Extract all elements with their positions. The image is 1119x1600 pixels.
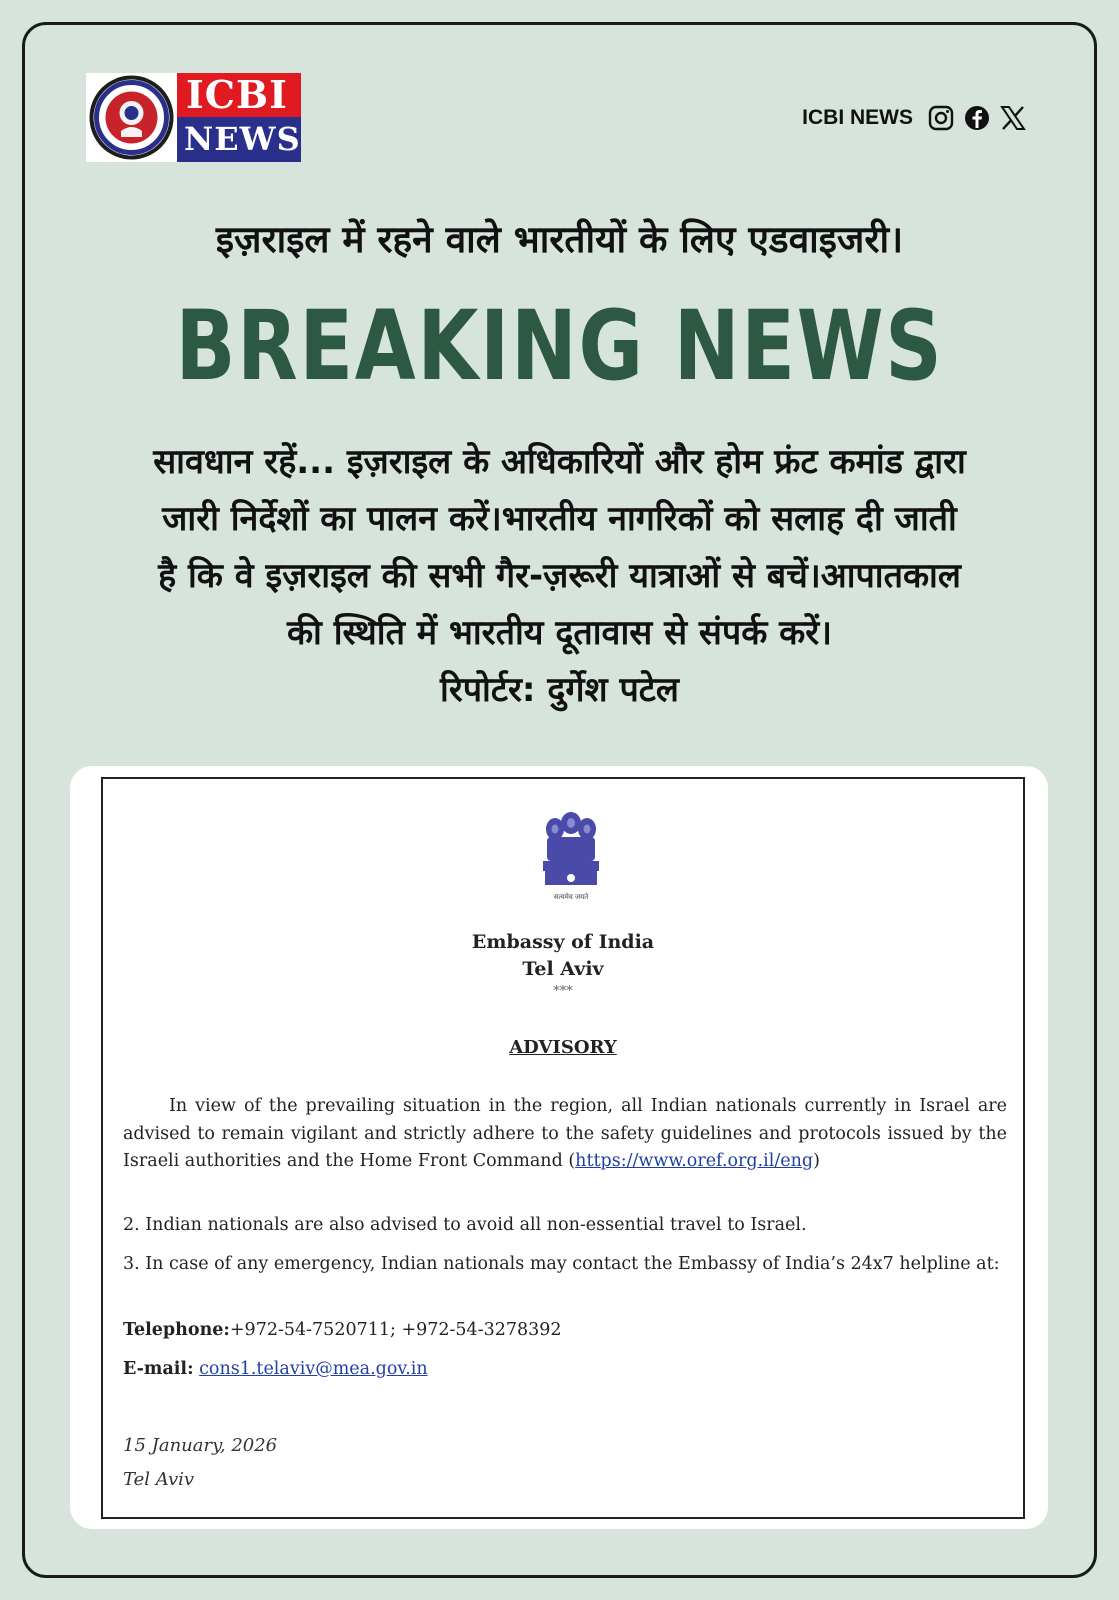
advisory-title: ADVISORY <box>509 1037 617 1058</box>
email-label: E-mail: <box>123 1359 194 1379</box>
social-label: ICBI NEWS <box>802 106 913 129</box>
national-emblem-icon <box>535 809 607 907</box>
advisory-card <box>70 766 1048 1529</box>
breaking-news-title: BREAKING NEWS <box>175 290 944 402</box>
reporter-line: रिपोर्टर: दुर्गेश पटेल <box>440 670 679 710</box>
separator-stars: *** <box>553 984 573 999</box>
facebook-icon[interactable] <box>963 104 991 132</box>
logo-icbi-text: ICBI <box>166 73 301 117</box>
hindi-body-line: है कि वे इज़राइल की सभी गैर-ज़रूरी यात्राओं से बचें।आपातकाल <box>158 556 961 596</box>
telephone-label: Telephone: <box>123 1320 230 1340</box>
email-link[interactable]: cons1.telaviv@mea.gov.in <box>199 1359 428 1379</box>
paragraph-1-text: In view of the prevailing situation in the region, all Indian nationals currently in Israel are advised to remain vigilant and strictly adhere to the safety guidelines and protocols issued by the Israeli authorities and the Home Front Command ( <box>123 1096 1007 1171</box>
instagram-icon[interactable] <box>927 104 955 132</box>
logo-news-text: NEWS <box>166 117 301 162</box>
advisory-paragraph-1 <box>123 1093 1007 1176</box>
advisory-date: 15 January, 2026 <box>123 1435 278 1456</box>
logo-wordmark <box>166 73 301 162</box>
hindi-body-line: जारी निर्देशों का पालन करें।भारतीय नागरिकों को सलाह दी जाती <box>162 499 957 539</box>
x-icon[interactable] <box>999 104 1027 132</box>
embassy-city: Tel Aviv <box>522 958 604 980</box>
hindi-headline: इज़राइल में रहने वाले भारतीयों के लिए एडवाइजरी। <box>215 218 904 261</box>
oref-link[interactable]: https://www.oref.org.il/eng <box>575 1151 814 1171</box>
paragraph-1-end: ) <box>813 1151 820 1171</box>
telephone-line <box>123 1317 1007 1345</box>
telephone-value: +972-54-7520711; +972-54-3278392 <box>229 1320 562 1340</box>
embassy-name: Embassy of India <box>471 931 655 953</box>
hindi-body-text <box>60 434 1059 719</box>
social-bar <box>802 104 1027 132</box>
advisory-place: Tel Aviv <box>123 1469 195 1490</box>
seal-icon <box>86 73 177 162</box>
hindi-body-line: सावधान रहें... इज़राइल के अधिकारियों और होम फ्रंट कमांड द्वारा <box>153 442 966 482</box>
emblem-motto: सत्यमेव जयते <box>553 893 589 901</box>
advisory-paragraph-3: 3. In case of any emergency, Indian nationals may contact the Embassy of India’s 24x7 helpline at: <box>123 1254 1000 1274</box>
advisory-document <box>101 777 1025 1519</box>
icbi-news-logo <box>86 73 301 162</box>
advisory-paragraph-2: 2. Indian nationals are also advised to avoid all non-essential travel to Israel. <box>123 1215 807 1235</box>
hindi-body-line: की स्थिति में भारतीय दूतावास से संपर्क करें। <box>286 613 833 653</box>
email-line <box>123 1356 1007 1384</box>
